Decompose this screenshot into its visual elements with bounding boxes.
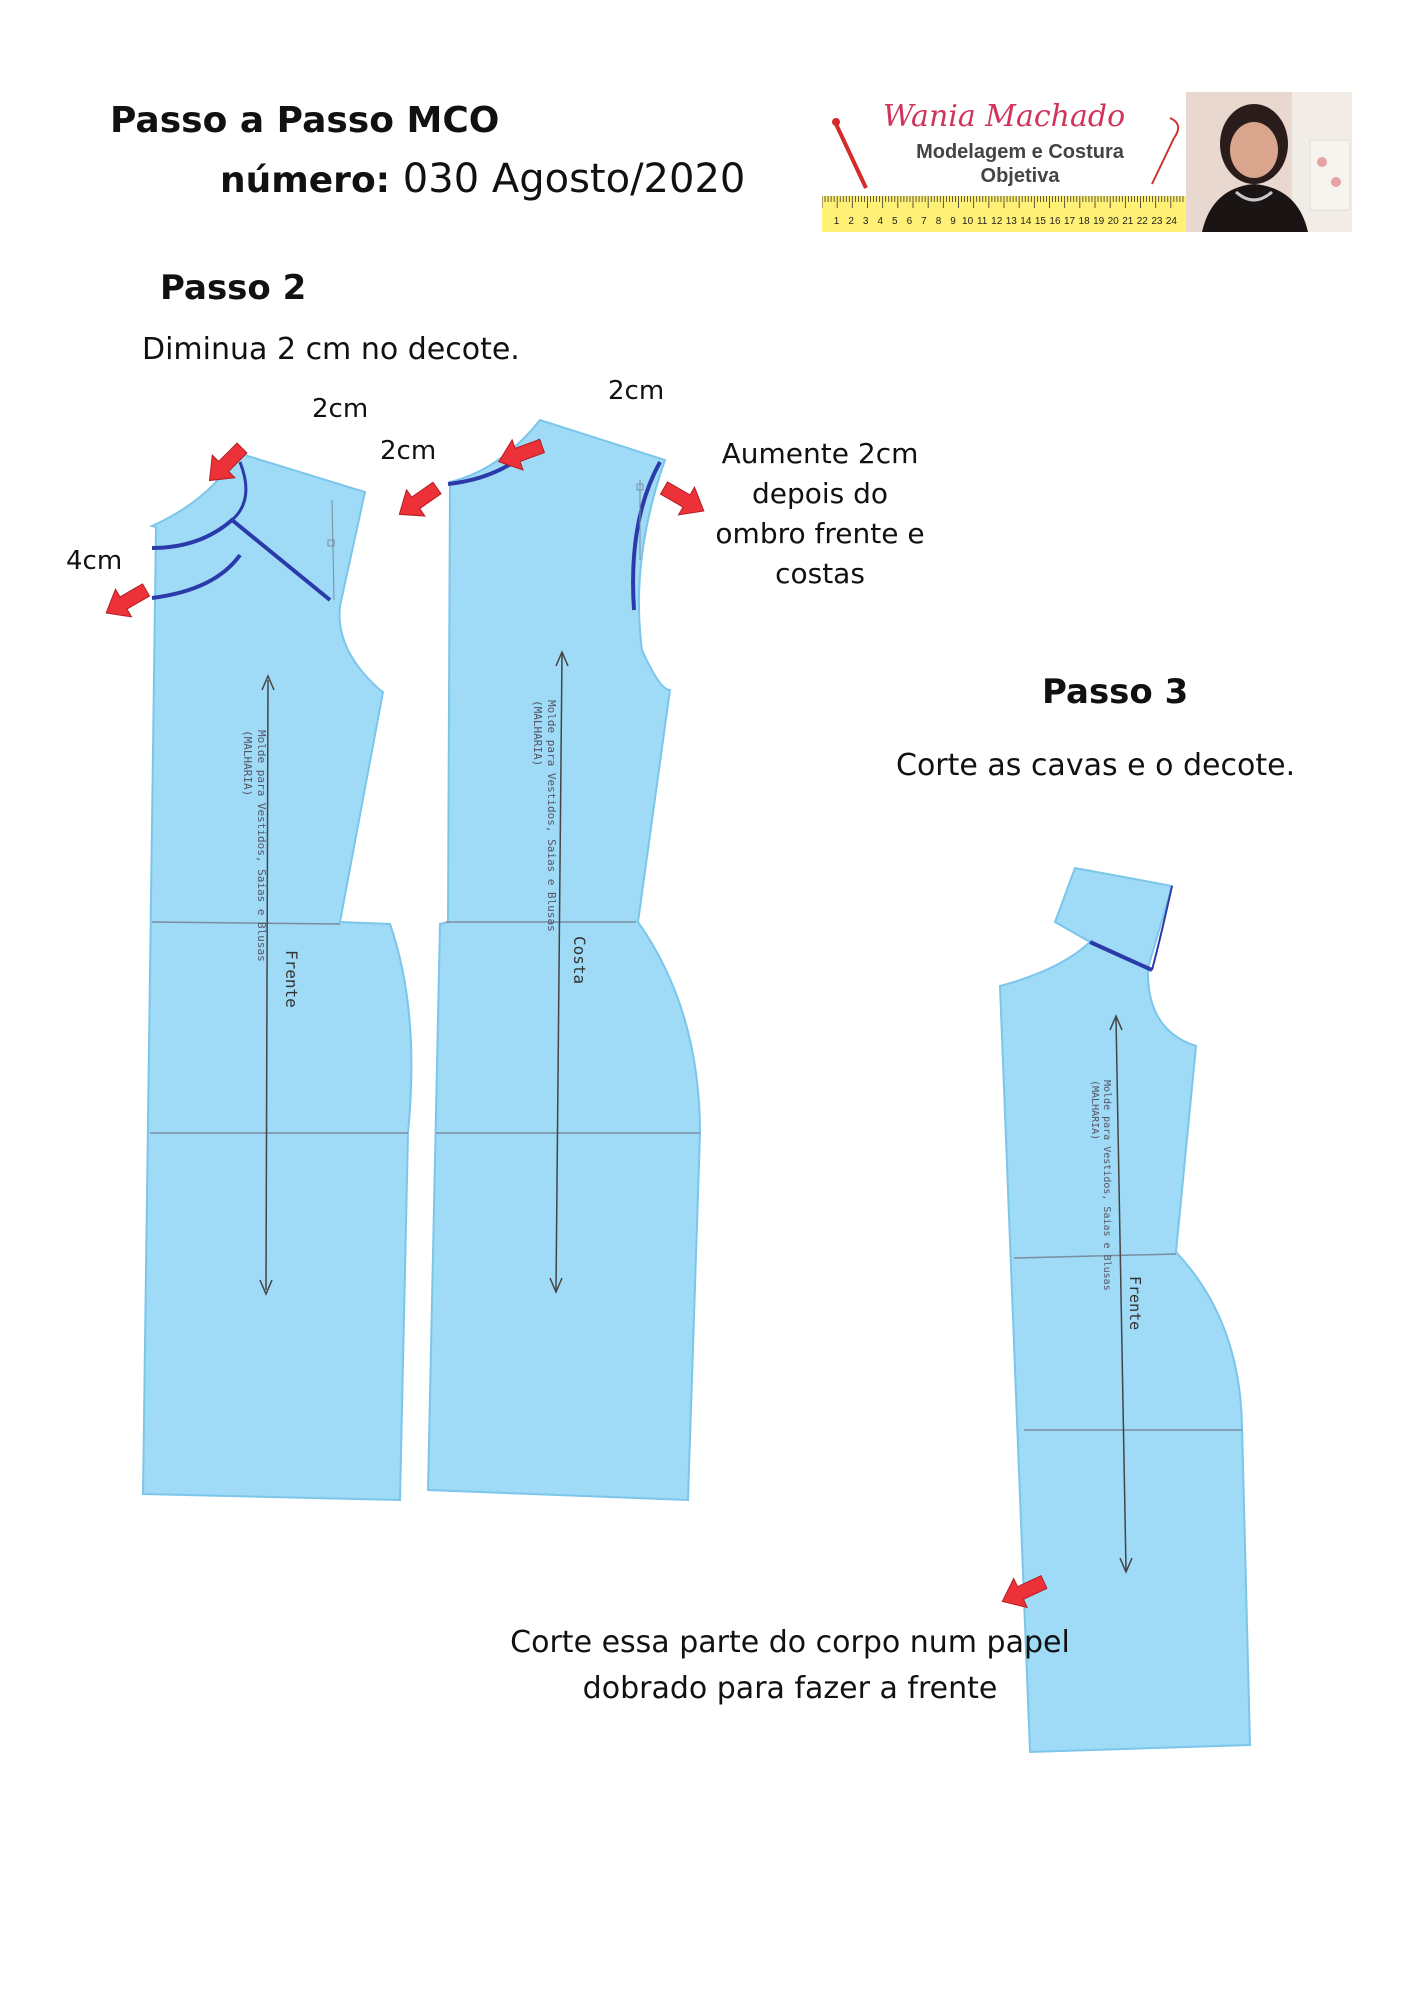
note-line: costas <box>775 557 865 590</box>
ruler-number: 1 <box>833 216 840 227</box>
number-value: 030 Agosto/2020 <box>402 156 746 202</box>
number-label: número: <box>220 160 391 201</box>
step3-instruction: Corte as cavas e o decote. <box>896 748 1296 783</box>
ruler-number: 22 <box>1136 216 1148 227</box>
ruler-number: 13 <box>1005 216 1017 227</box>
front-label: Frente <box>282 950 301 1008</box>
ruler-number: 19 <box>1093 216 1105 227</box>
note-line: depois do <box>751 477 889 510</box>
ruler-number: 3 <box>862 216 869 227</box>
mold-text: Molde para Vestidos, Saias e Blusas <box>255 730 268 962</box>
ruler-number: 2 <box>848 216 854 227</box>
page-title: Passo a Passo MCO <box>110 100 500 141</box>
mold-text-sub: (MALHARIA) <box>531 700 544 767</box>
ruler-number: 6 <box>906 216 913 227</box>
ruler-number: 8 <box>935 216 942 227</box>
ruler-number: 23 <box>1151 216 1163 227</box>
ruler-number: 24 <box>1165 216 1178 227</box>
ruler-number: 14 <box>1020 216 1032 227</box>
measure-label-4cm: 4cm <box>66 546 123 576</box>
ruler-number: 5 <box>892 216 898 227</box>
shoulder-note <box>700 434 940 594</box>
mold-text: Molde para Vestidos, Saias e Blusas <box>545 700 558 932</box>
ruler-number: 4 <box>877 216 884 227</box>
cut-note <box>470 1620 1110 1712</box>
ruler-number: 18 <box>1078 216 1090 227</box>
measure-label-2cm: 2cm <box>312 394 369 424</box>
logo-script-name: Wania Machado <box>882 99 1126 134</box>
ruler-number: 10 <box>962 216 974 227</box>
measure-label-2cm: 2cm <box>380 436 437 466</box>
logo-line2: Objetiva <box>980 165 1060 187</box>
note-line: Corte essa parte do corpo num papel <box>510 1625 1070 1660</box>
ruler-number: 20 <box>1107 216 1119 227</box>
step3-heading: Passo 3 <box>1042 672 1189 712</box>
ruler-number: 7 <box>921 216 927 227</box>
mold-text: Molde para Vestidos, Saias e Blusas <box>1101 1080 1112 1291</box>
arrow-icon <box>390 475 446 528</box>
arrow-icon <box>98 576 154 627</box>
note-line: ombro frente e <box>715 517 925 550</box>
ruler-number: 17 <box>1063 216 1076 227</box>
step2-heading: Passo 2 <box>160 268 307 308</box>
back-label: Costa <box>570 936 589 985</box>
front-pattern <box>143 453 411 1500</box>
ruler-number: 9 <box>950 216 956 227</box>
ruler-number: 15 <box>1034 216 1046 227</box>
mold-text-sub: (MALHARIA) <box>241 730 254 797</box>
measure-label-2cm: 2cm <box>608 376 665 406</box>
ruler-number: 11 <box>976 216 988 227</box>
ruler-number: 16 <box>1049 216 1061 227</box>
note-line: dobrado para fazer a frente <box>582 1671 998 1706</box>
note-line: Aumente 2cm <box>721 437 919 470</box>
logo-line1: Modelagem e Costura <box>916 141 1124 163</box>
step2-instruction: Diminua 2 cm no decote. <box>142 332 520 367</box>
mold-text-sub: (MALHARIA) <box>1089 1080 1100 1141</box>
ruler-number: 12 <box>991 216 1003 227</box>
ruler-number: 21 <box>1122 216 1134 227</box>
cut-front-label: Frente <box>1126 1276 1144 1331</box>
back-pattern <box>428 420 700 1500</box>
